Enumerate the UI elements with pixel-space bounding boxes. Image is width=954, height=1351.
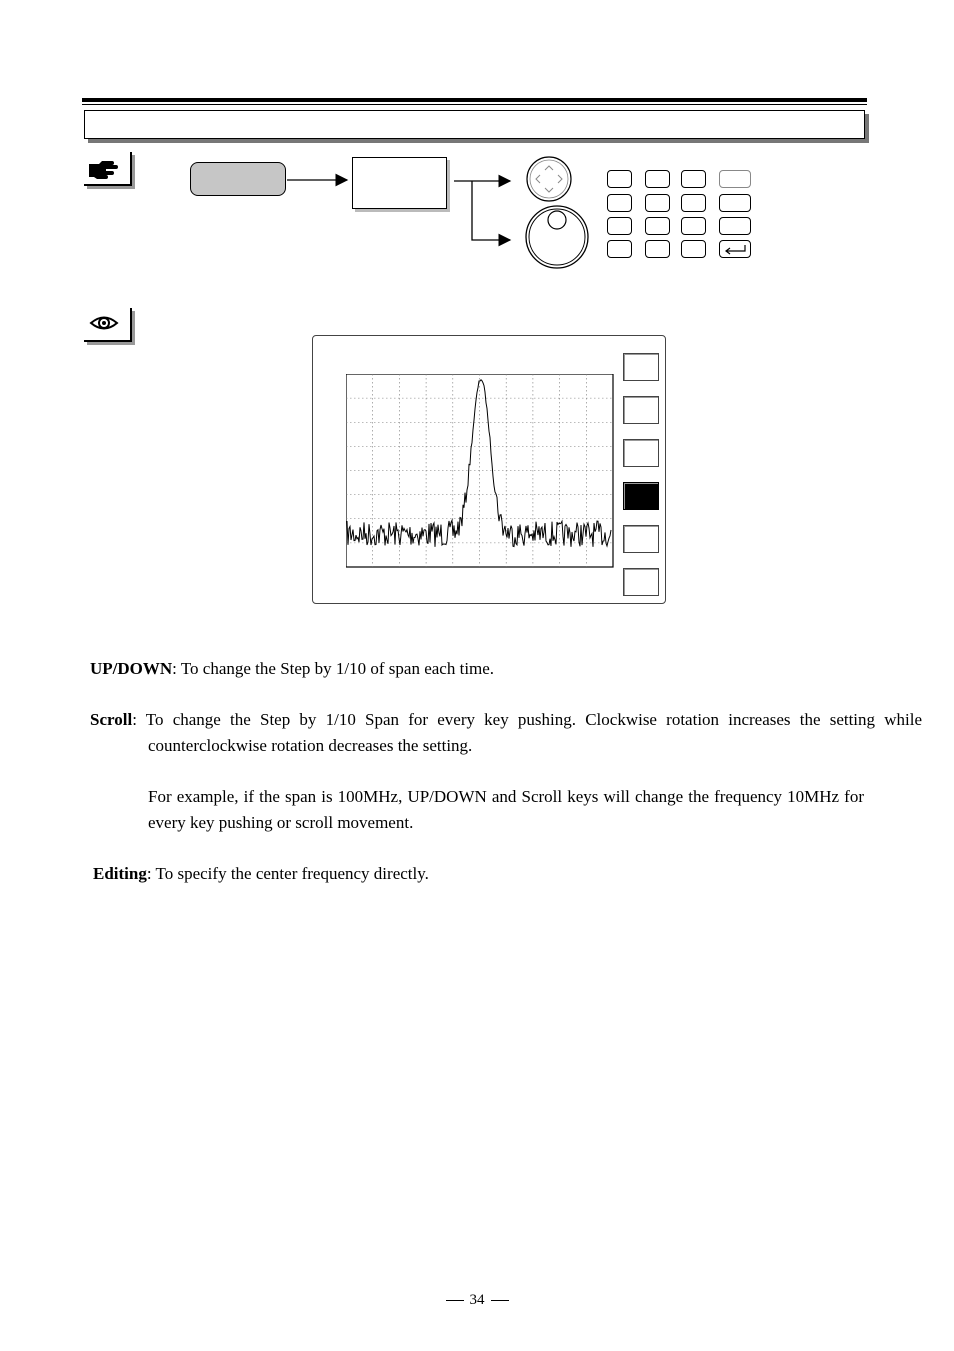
display-callout <box>84 308 132 342</box>
keypad-key[interactable] <box>607 170 632 188</box>
keypad-key[interactable] <box>645 170 670 188</box>
scroll-text: : To change the Step by 1/10 Span for every key pushing. Clockwise rotation increases the setting while counterclockwise rotation decreases the setting. <box>132 710 922 755</box>
keypad-key[interactable] <box>681 240 706 258</box>
keypad-key[interactable] <box>645 194 670 212</box>
example-paragraph: For example, if the span is 100MHz, UP/DOWN and Scroll keys will change the frequency 10MHz for every key pushing or scroll movement. <box>148 787 864 832</box>
keypad-key[interactable] <box>607 217 632 235</box>
keypad-key[interactable] <box>645 217 670 235</box>
scroll-term: Scroll <box>90 710 133 729</box>
spectrum-display <box>346 374 614 568</box>
eye-icon <box>89 313 119 333</box>
keypad-key[interactable] <box>719 217 751 235</box>
page-number: 34 <box>469 1292 485 1308</box>
editing-text: : To specify the center frequency directly. <box>146 864 429 883</box>
footer-dash-right <box>491 1300 509 1301</box>
softkey-5[interactable] <box>623 525 659 553</box>
scroll-knob-icon[interactable] <box>526 206 588 268</box>
keypad-key[interactable] <box>681 194 706 212</box>
keypad-key[interactable] <box>681 217 706 235</box>
enter-key-icon <box>721 242 749 256</box>
keypad-key[interactable] <box>719 194 751 212</box>
page-footer <box>0 1292 954 1309</box>
keypad-key[interactable] <box>645 240 670 258</box>
footer-dash-left <box>446 1300 464 1301</box>
flow-arrows <box>0 0 954 300</box>
softkey-4-selected[interactable] <box>623 482 659 510</box>
keypad-key[interactable] <box>681 170 706 188</box>
editing-term: Editing <box>93 864 147 883</box>
softkey-2[interactable] <box>623 396 659 424</box>
enter-key[interactable] <box>719 240 751 258</box>
scroll-paragraph <box>90 707 922 759</box>
keypad-key[interactable] <box>607 194 632 212</box>
editing-paragraph <box>93 861 867 887</box>
softkey-3[interactable] <box>623 439 659 467</box>
updown-term: UP/DOWN <box>90 659 173 678</box>
keypad-key[interactable] <box>719 170 751 188</box>
softkey-1[interactable] <box>623 353 659 381</box>
keypad-key[interactable] <box>607 240 632 258</box>
updown-text: : To change the Step by 1/10 of span each time. <box>172 659 495 678</box>
softkey-6[interactable] <box>623 568 659 596</box>
arrow-keys-icon[interactable] <box>527 157 571 201</box>
updown-paragraph <box>90 656 864 682</box>
analyzer-screen <box>312 335 666 604</box>
